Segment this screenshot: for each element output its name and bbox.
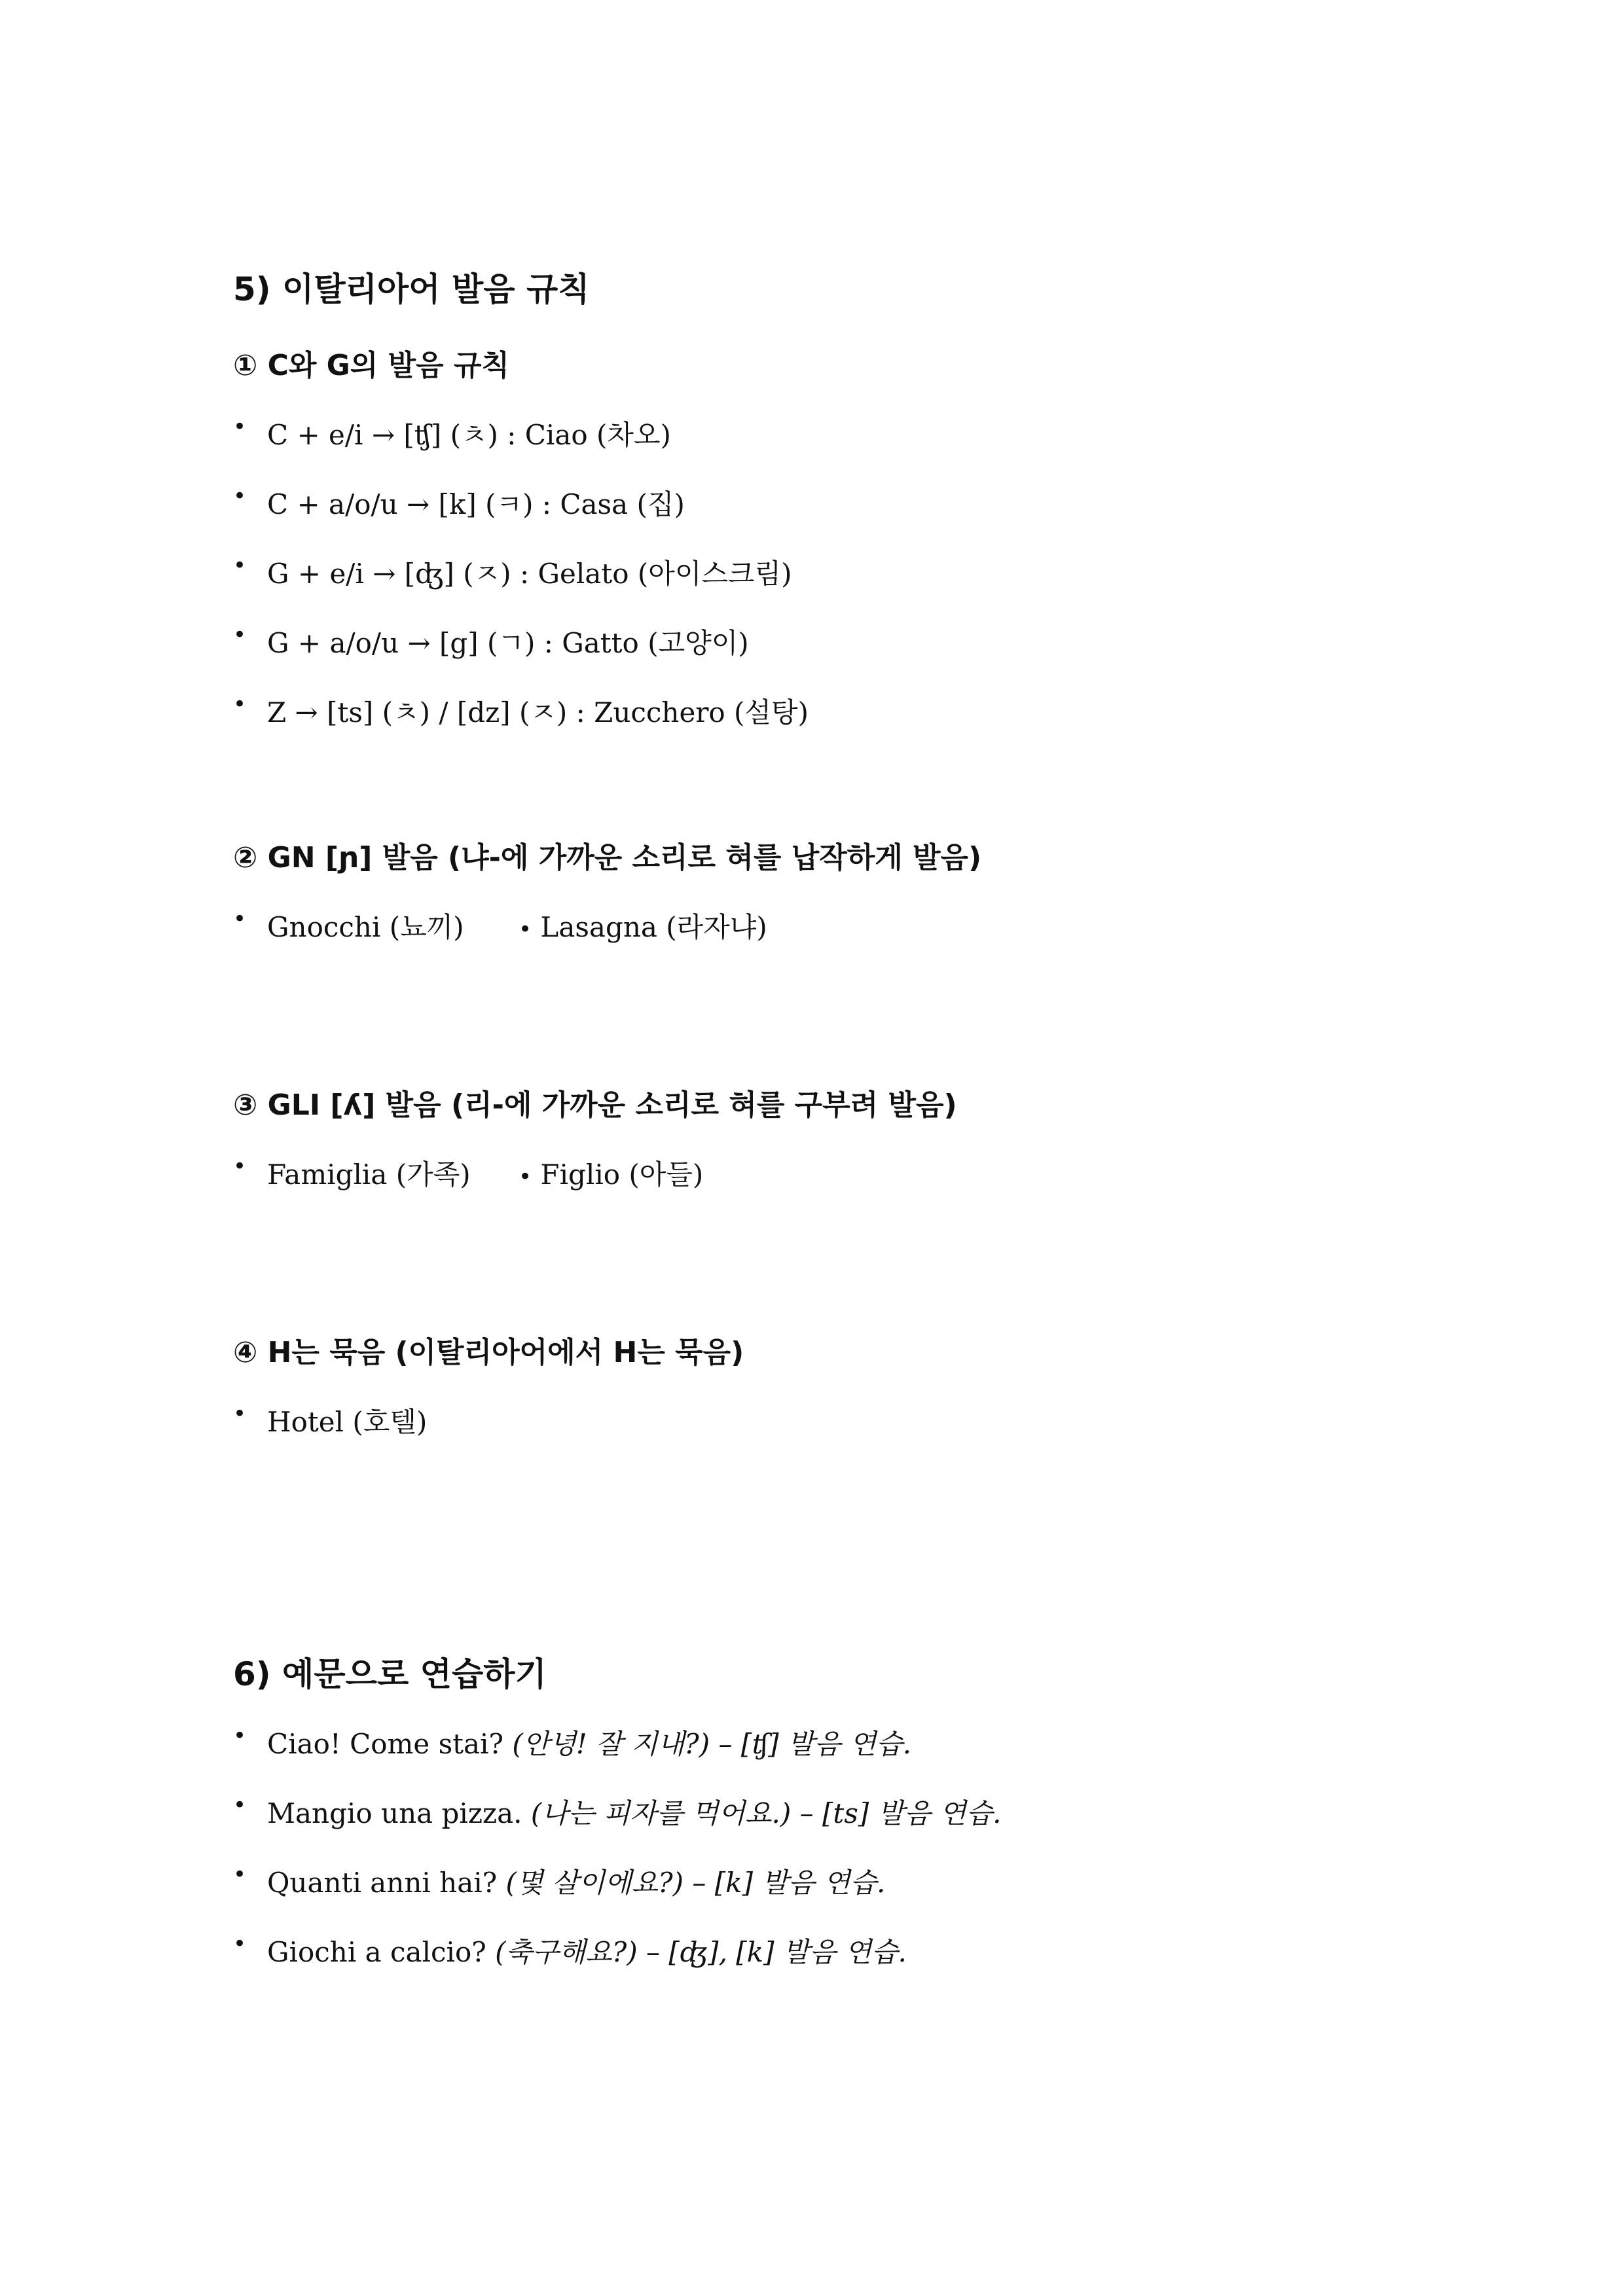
- example-word: Gnocchi (뇨끼): [267, 911, 464, 943]
- sentence-italian: Quanti anni hai?: [267, 1867, 506, 1899]
- example-word: Hotel (호텔): [267, 1406, 428, 1438]
- section-5-title: 5) 이탈리아어 발음 규칙: [233, 270, 590, 308]
- sentence-translation: (안녕! 잘 지내?) – [ʧ] 발음 연습.: [512, 1728, 912, 1760]
- bullet: •: [233, 1153, 247, 1179]
- rule-item-text: Z → [ts] (ㅊ) / [dz] (ㅈ) : Zucchero (설탕): [267, 696, 809, 728]
- bullet: •: [233, 1792, 247, 1818]
- practice-sentence-text: [267, 1861, 885, 1901]
- bullet: •: [233, 1931, 247, 1957]
- bullet: •: [233, 622, 247, 648]
- rule-item-text: C + e/i → [ʧ] (ㅊ) : Ciao (차오): [267, 419, 671, 451]
- sentence-italian: Mangio una pizza.: [267, 1797, 531, 1829]
- example-word: Famiglia (가족): [267, 1158, 471, 1191]
- sentence-translation: (몇 살이에요?) – [k] 발음 연습.: [505, 1867, 886, 1899]
- bullet: •: [233, 414, 247, 440]
- bullet: •: [233, 483, 247, 509]
- bullet: •: [233, 1861, 247, 1888]
- bullet: •: [233, 1723, 247, 1749]
- subsection-1-title: ① C와 G의 발음 규칙: [233, 349, 509, 382]
- example-word: [519, 906, 767, 945]
- subsection-3-title: ③ GLI [ʎ] 발음 (리-에 가까운 소리로 혀를 구부려 발음): [233, 1088, 957, 1122]
- bullet: •: [233, 1401, 247, 1427]
- example-word-text: Figlio (아들): [540, 1158, 704, 1191]
- example-word: [519, 1153, 703, 1193]
- practice-sentence-text: [267, 1792, 1002, 1831]
- rule-item-text: G + a/o/u → [g] (ㄱ) : Gatto (고양이): [267, 627, 749, 659]
- sentence-translation: (축구해요?) – [ʤ], [k] 발음 연습.: [495, 1936, 907, 1968]
- example-word-text: Lasagna (라자냐): [540, 911, 767, 943]
- bullet: •: [519, 916, 532, 942]
- rule-item-text: C + a/o/u → [k] (ㅋ) : Casa (집): [267, 488, 685, 520]
- practice-sentence-text: [267, 1723, 911, 1762]
- sentence-translation: (나는 피자를 먹어요.) – [ts] 발음 연습.: [530, 1797, 1002, 1829]
- rule-item-text: G + e/i → [ʤ] (ㅈ) : Gelato (아이스크림): [267, 558, 792, 590]
- subsection-2-title: ② GN [ɲ] 발음 (냐-에 가까운 소리로 혀를 납작하게 발음): [233, 841, 982, 874]
- sentence-italian: Giochi a calcio?: [267, 1936, 496, 1968]
- bullet: •: [519, 1164, 532, 1190]
- bullet: •: [233, 691, 247, 717]
- section-6-title: 6) 예문으로 연습하기: [233, 1655, 547, 1693]
- subsection-4-title: ④ H는 묵음 (이탈리아어에서 H는 묵음): [233, 1336, 744, 1369]
- bullet: •: [233, 552, 247, 579]
- sentence-italian: Ciao! Come stai?: [267, 1728, 513, 1760]
- bullet: •: [233, 906, 247, 932]
- practice-sentence-text: [267, 1931, 907, 1970]
